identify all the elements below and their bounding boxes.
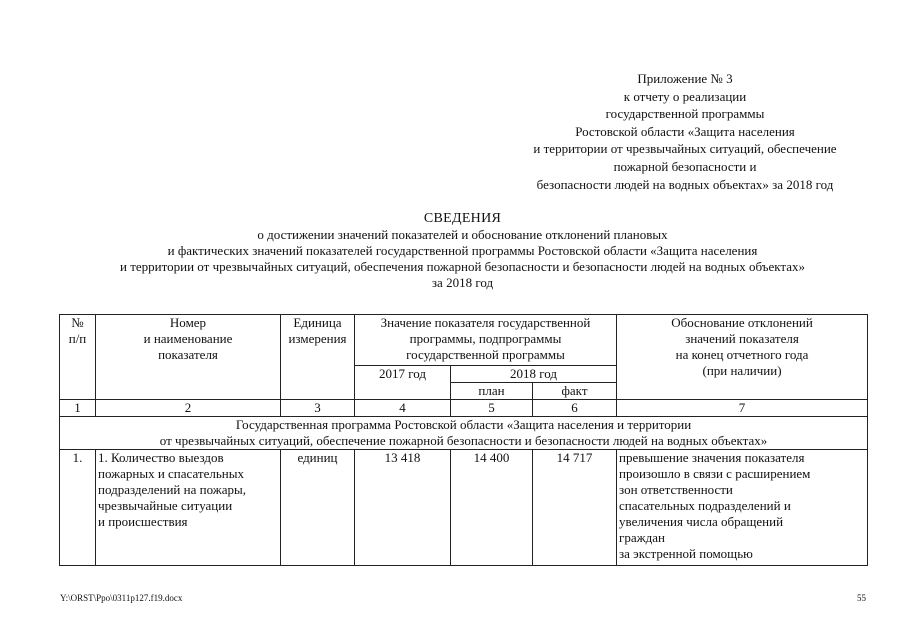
deviation-reason: превышение значения показателя произошло в связи с расширением зон ответственности спасательных подразделений и увеличения числа обращений граждан за экстренной помощью xyxy=(617,450,868,566)
header-row xyxy=(60,315,868,366)
column-number: 5 xyxy=(451,400,533,417)
header-name: Номер и наименование показателя xyxy=(96,315,281,400)
column-numbers-row xyxy=(60,400,868,417)
column-number: 1 xyxy=(60,400,96,417)
column-number: 2 xyxy=(96,400,281,417)
appendix-line: Ростовской области «Защита населения xyxy=(575,123,795,139)
appendix-line: Приложение № 3 xyxy=(637,71,733,86)
header-reason: Обоснование отклонений значений показателя на конец отчетного года (при наличии) xyxy=(617,315,868,400)
table-row xyxy=(60,450,868,566)
heading-line: за 2018 год xyxy=(431,275,494,290)
program-row xyxy=(60,417,868,450)
indicator-name: 1. Количество выездов пожарных и спасательных подразделений на пожары, чрезвычайные ситуации и происшествия xyxy=(96,450,281,566)
value-2017: 13 418 xyxy=(355,450,451,566)
file-path: Y:\ORST\Ppo\0311p127.f19.docx xyxy=(60,593,183,603)
header-unit: Единица измерения xyxy=(281,315,355,400)
document-title: СВЕДЕНИЯ xyxy=(423,211,502,226)
appendix-line: к отчету о реализации xyxy=(623,88,747,104)
column-number: 7 xyxy=(617,400,868,417)
column-number: 4 xyxy=(355,400,451,417)
appendix-line: государственной программы xyxy=(605,106,765,122)
header-year-2018: 2018 год xyxy=(451,366,617,383)
heading-line: и фактических значений показателей государственной программы Ростовской области «Защита населения xyxy=(167,243,758,258)
row-num: 1. xyxy=(60,450,96,566)
header-num: № п/п xyxy=(60,315,96,400)
program-title: Государственная программа Ростовской области «Защита населения и территории от чрезвычайных ситуаций, обеспечение пожарной безопасности и безопасности людей на водных объектах» xyxy=(60,417,868,450)
appendix-line: безопасности людей на водных объектах» за 2018 год xyxy=(536,176,834,192)
column-number: 6 xyxy=(533,400,617,417)
plan-2018: 14 400 xyxy=(451,450,533,566)
indicator-unit: единиц xyxy=(281,450,355,566)
header-values: Значение показателя государственной программы, подпрограммы государственной программы xyxy=(355,315,617,366)
indicators-table xyxy=(59,314,868,566)
appendix-header xyxy=(470,70,900,193)
heading-line: и территории от чрезвычайных ситуаций, обеспечения пожарной безопасности и безопасности людей на водных объектах» xyxy=(120,259,805,274)
appendix-line: пожарной безопасности и xyxy=(613,158,757,174)
column-number: 3 xyxy=(281,400,355,417)
header-fact: факт xyxy=(533,383,617,400)
page-number: 55 xyxy=(857,593,866,603)
header-year-2017: 2017 год xyxy=(355,366,451,400)
header-plan: план xyxy=(451,383,533,400)
appendix-line: и территории от чрезвычайных ситуаций, обеспечение xyxy=(533,141,837,157)
heading-line: о достижении значений показателей и обоснование отклонений плановых xyxy=(257,227,668,242)
document-heading xyxy=(40,211,885,291)
fact-2018: 14 717 xyxy=(533,450,617,566)
